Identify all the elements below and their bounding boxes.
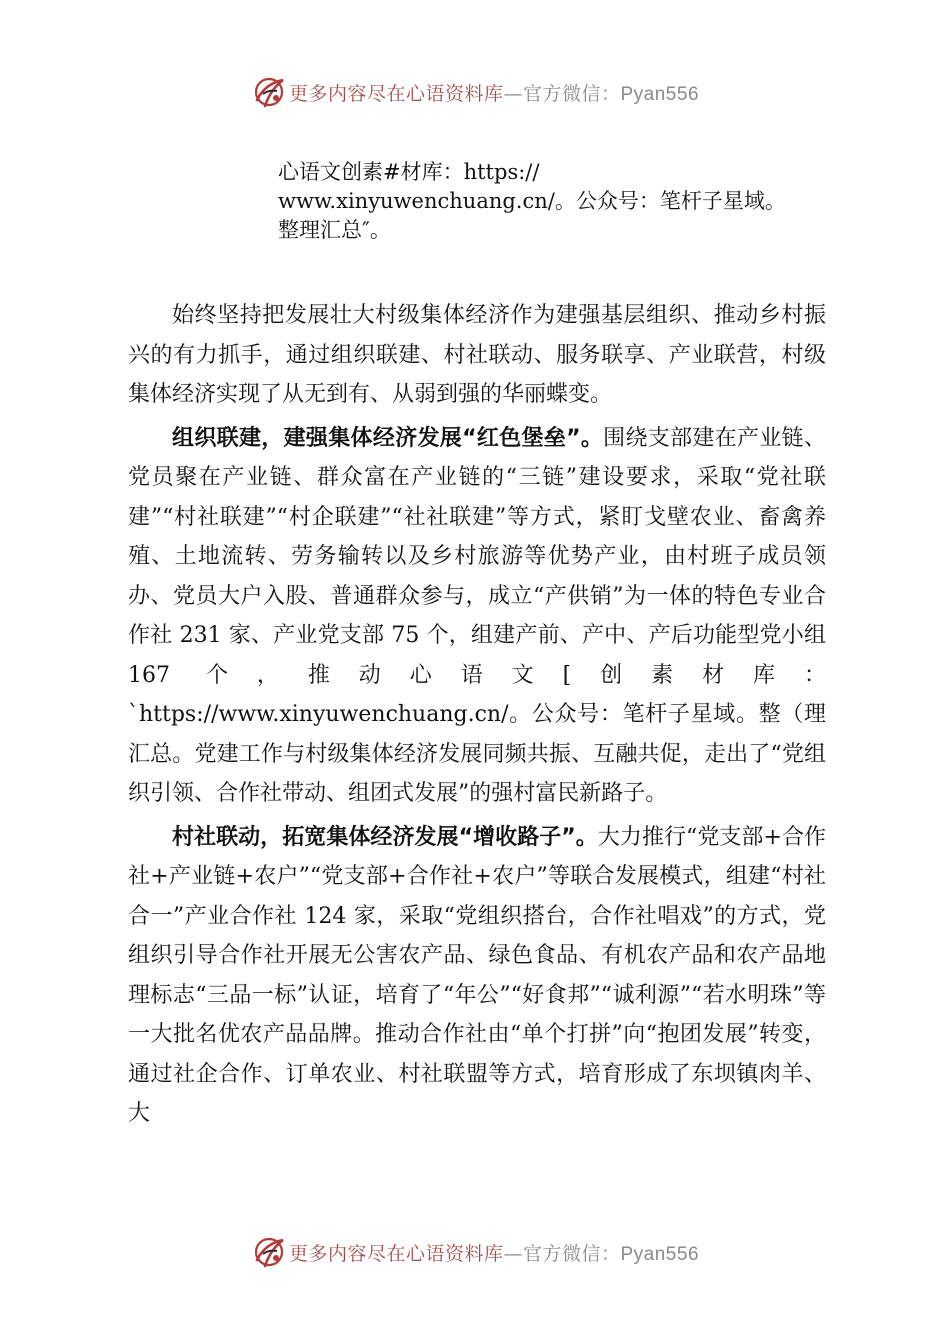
banner-separator: — [503, 82, 523, 105]
banner-wechat-label: 官方微信： [522, 82, 621, 105]
banner-text [289, 79, 699, 106]
banner-main-text: 更多内容尽在心语资料库 [288, 82, 504, 105]
source-note: 心语文创素#材库：https:// www.xinyuwenchuang.cn/。公众号：笔杆子星域。 整理汇总″。 [278, 160, 786, 242]
banner-wechat-id: Pyan556 [620, 83, 700, 105]
paragraph-organization [128, 419, 826, 814]
paragraph-intro [128, 296, 826, 415]
header-banner [0, 72, 950, 112]
banner-main-text: 更多内容尽在心语资料库 [288, 1242, 504, 1265]
seal-logo-icon [251, 1234, 287, 1270]
paragraph-heading: 村社联动，拓宽集体经济发展“增收路子”。 [172, 824, 598, 850]
seal-logo-icon [251, 74, 287, 110]
banner-separator: — [503, 1242, 523, 1265]
paragraph-text: 围绕支部建在产业链、党员聚在产业链、群众富在产业链的“三链”建设要求，采取“党社联建”“村社联建”“村企联建”“社社联建”等方式，紧盯戈壁农业、畜禽养殖、土地流转、劳务输转以及乡村旅游等优势产业，由村班子成员领办、党员大户入股、普通群众参与，成立“产供销”为一体的特色专业合作社 231 家、产业党支部 75 个，组建产前、产中、产后功能型党小组 167 个，推动心语文[创素材库：`https://www.xinyuwenchuang.cn/。公众号：笔杆子星域。整（理汇总。党建工作与村级集体经济发展同频共振、互融共促，走出了“党组织引领、合作社带动、组团式发展”的强村富民新路子。 [128, 425, 826, 806]
banner-wechat-label: 官方微信： [522, 1242, 621, 1265]
paragraph-village-coop [128, 818, 826, 1134]
banner-text [289, 1239, 699, 1266]
banner-wechat-id: Pyan556 [620, 1243, 700, 1265]
footer-banner [0, 1232, 950, 1272]
paragraph-text: 大力推行“党支部+合作社+产业链+农户”“党支部+合作社+农户”等联合发展模式，组建“村社合一”产业合作社 124 家，采取“党组织搭台，合作社唱戏”的方式，党组织引导合作社开展无公害农产品、绿色食品、有机农产品和农产品地理标志“三品一标”认证，培育了“年公”“好食邦”“诚利源”“若水明珠”等一大批名优农产品品牌。推动合作社由“单个打拼”向“抱团发展”转变，通过社企合作、订单农业、村社联盟等方式，培育形成了东坝镇肉羊、大 [128, 824, 827, 1126]
document-body [128, 296, 826, 1138]
paragraph-text: 始终坚持把发展壮大村级集体经济作为建强基层组织、推动乡村振兴的有力抓手，通过组织联建、村社联动、服务联享、产业联营，村级集体经济实现了从无到有、从弱到强的华丽蝶变。 [128, 303, 826, 407]
paragraph-heading: 组织联建，建强集体经济发展“红色堡垒”。 [172, 425, 604, 451]
